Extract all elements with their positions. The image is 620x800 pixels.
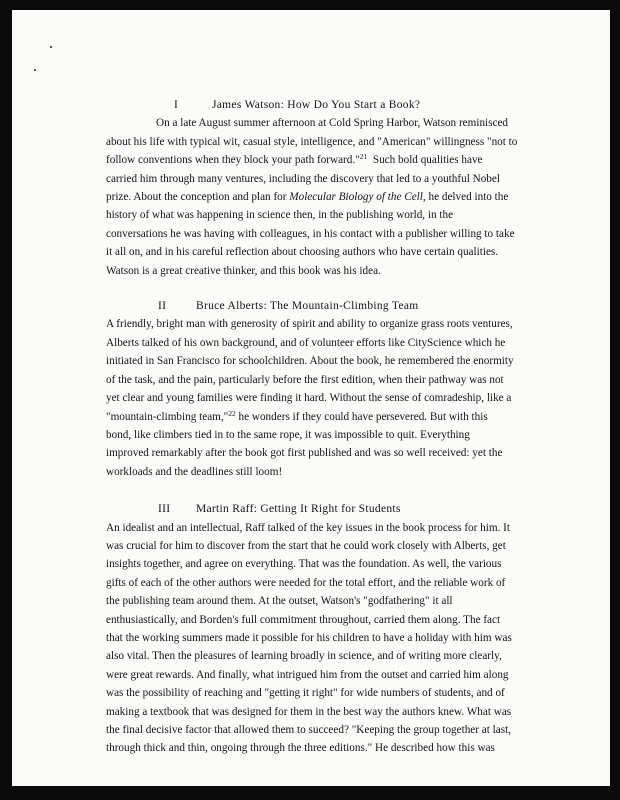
text-line: "mountain-climbing team,"$^{22}$ he wonders if they could have persevered. But with this [106, 408, 488, 423]
section-title: Martin Raff: Getting It Right for Students [196, 503, 401, 516]
text-line: the final decisive factor that allowed them to succeed? "Keeping the group together at last, [106, 724, 511, 736]
text-line: through thick and thin, ongoing through the three editions." He described how this was [106, 742, 495, 755]
document-body [106, 96, 542, 758]
text-line: yet clear and young families were finding it hard. Without the sense of comradeship, like a [106, 392, 512, 405]
section-paragraph-watson [106, 114, 542, 280]
section-heading-raff [158, 500, 542, 518]
text-line: about his life with typical wit, casual style, intelligence, and "American" willingness "not to [106, 135, 518, 148]
section-title: James Watson: How Do You Start a Book? [212, 99, 421, 111]
section-title: Bruce Alberts: The Mountain-Climbing Team [196, 300, 419, 313]
text-line: that the working summers made it possible for his children to have a holiday with him was [106, 631, 512, 644]
text-line: making a textbook that was designed for them in the best way the authors knew. What was [106, 705, 512, 718]
paper-speck [34, 69, 36, 71]
text-line: was crucial for him to discover from the start that he could work closely with Alberts, get [106, 539, 506, 552]
text-line: workloads and the deadlines still loom! [106, 465, 283, 478]
section-numeral: I [174, 99, 179, 111]
text-line: improved remarkably after the book got first published and was so well received: yet the [106, 447, 503, 460]
section-heading-watson [174, 96, 542, 114]
text-line: On a late August summer afternoon at Cold Spring Harbor, Watson reminisced [156, 117, 509, 130]
text-line: follow conventions when they block your path forward."$^{21}$ Such bold qualities have [106, 152, 483, 167]
text-line: Watson is a great creative thinker, and this book was his idea. [106, 264, 381, 277]
text-line: Alberts talked of his own background, and of volunteer efforts like CityScience which he [106, 336, 506, 349]
text-line: gifts of each of the other authors were needed for the total effort, and the reliable work of [106, 576, 506, 589]
text-line: were great rewards. And finally, what intrigued him from the outset and carried him along [106, 668, 509, 681]
text-line: was the possibility of reaching and "getting it right" for wide numbers of students, and of [106, 687, 505, 700]
text-line: An idealist and an intellectual, Raff talked of the key issues in the book process for him. It [106, 521, 510, 534]
section-numeral: II [158, 300, 167, 313]
text-line: it all on, and in his careful reflection about choosing authors who have certain qualities. [106, 246, 499, 259]
section-heading-alberts [158, 297, 542, 315]
section-paragraph-raff [106, 519, 542, 758]
text-line: also vital. Then the pleasures of learning broadly in science, and of writing more clearly, [106, 650, 502, 663]
text-line: history of what was happening in science then, in the publishing world, in the [106, 209, 454, 222]
text-line: A friendly, bright man with generosity of spirit and ability to organize grass roots ventures, [106, 318, 513, 331]
paper-speck [50, 46, 52, 48]
text-line: the publishing team around them. At the outset, Watson's "godfathering" it all [106, 595, 453, 608]
text-line: carried him through many ventures, including the discovery that led to a youthful Nobel [106, 172, 500, 185]
text-line: initiated in San Francisco for schoolchildren. About the book, he remembered the enormity [106, 355, 514, 368]
text-line: of the task, and the pain, particularly before the first edition, when their pathway was not [106, 373, 504, 386]
text-line: conversations he was having with colleagues, in his contact with a publisher willing to take [106, 227, 515, 240]
book-title: Molecular Biology of the Cell, [289, 191, 426, 204]
text-line: prize. About the conception and plan for Molecular Biology of the Cell, he delved into the [106, 191, 509, 204]
section-paragraph-alberts [106, 315, 542, 481]
section-numeral: III [158, 503, 171, 516]
text-line: insights together, and agree on everything. That was the foundation. As well, the various [106, 558, 502, 571]
footnote-marker: 21 [359, 152, 368, 162]
document-page [12, 10, 610, 786]
footnote-marker: 22 [228, 408, 236, 418]
text-line: enthusiastically, and Borden's full commitment throughout, carried them along. The fact [106, 613, 501, 626]
text-line: bond, like climbers tied in to the same rope, it was impossible to quit. Everything [106, 428, 470, 441]
